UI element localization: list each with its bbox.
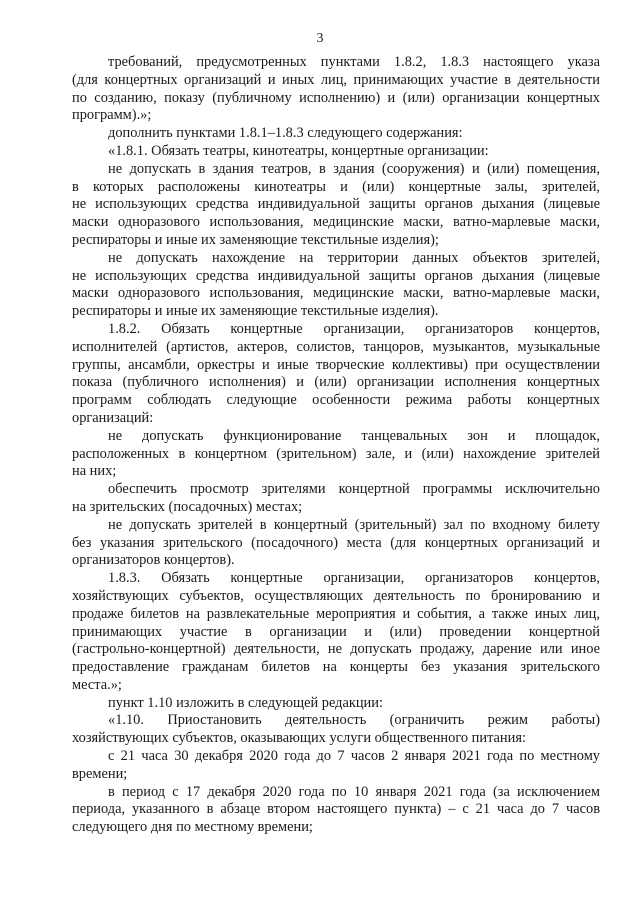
text-line: обеспечить просмотр зрителями концертной программы исключительно xyxy=(108,481,600,498)
text-line: не допускать нахождение на территории данных объектов зрителей, xyxy=(108,249,600,266)
text-line: организаторов концертов). xyxy=(72,552,235,569)
text-line: (гастрольно-концертной) деятельности, не допускать продажу, дарение или иное xyxy=(72,641,600,658)
text-line: с 21 часа 30 декабря 2020 года до 7 часов 2 января 2021 года по местному xyxy=(108,748,600,765)
text-line: не допускать в здания театров, в здания (сооружения) и (или) помещения, xyxy=(108,160,600,177)
text-line: времени; xyxy=(72,765,128,782)
text-line: хозяйствующих субъектов, оказывающих услуги общественного питания: xyxy=(72,730,526,747)
document-body xyxy=(72,54,600,837)
text-line: (для концертных организаций и иных лиц, принимающих участие в деятельности xyxy=(72,71,600,88)
text-line: на зрительских (посадочных) местах; xyxy=(72,498,303,515)
text-line: на них; xyxy=(72,463,117,480)
text-line: программ соблюдать следующие особенности режима работы концертных xyxy=(72,392,600,409)
text-line: программ).»; xyxy=(72,107,152,124)
text-line: «1.8.1. Обязать театры, кинотеатры, концертные организации: xyxy=(108,142,489,159)
text-line: маски одноразового использования, медицинские маски, ватно-марлевые маски, xyxy=(72,214,600,231)
text-line: по созданию, показу (публичному исполнению) и (или) организации концертных xyxy=(72,89,600,106)
text-line: периода, указанного в абзаце втором настоящего пункта) – с 21 часа до 7 часов xyxy=(72,801,600,818)
text-line: 1.8.2. Обязать концертные организации, организаторов концертов, xyxy=(108,320,600,337)
text-line: группы, ансамбли, оркестры и иные творческие коллективы) при осуществлении xyxy=(72,356,600,373)
text-line: не использующих средства индивидуальной защиты органов дыхания (лицевые xyxy=(72,267,600,284)
text-line: организаций: xyxy=(72,409,154,426)
text-line: хозяйствующих субъектов, осуществляющих деятельность по бронированию и xyxy=(72,587,600,604)
text-line: не использующих средства индивидуальной защиты органов дыхания (лицевые xyxy=(72,196,600,213)
text-line: следующего дня по местному времени; xyxy=(72,819,313,836)
text-line: в период с 17 декабря 2020 года по 10 января 2021 года (за исключением xyxy=(108,783,600,800)
page-number: 3 xyxy=(316,31,324,46)
text-line: расположенных в концертном (зрительном) зале, и (или) нахождение зрителей xyxy=(72,445,600,462)
text-line: «1.10. Приостановить деятельность (ограничить режим работы) xyxy=(108,712,600,729)
text-line: респираторы и иные их заменяющие текстильные изделия); xyxy=(72,231,439,248)
text-line: показа (публичного исполнения) и (или) организации исполнения концертных xyxy=(72,374,600,391)
text-line: пункт 1.10 изложить в следующей редакции: xyxy=(108,694,383,711)
text-line: места.»; xyxy=(72,676,122,693)
text-line: продаже билетов на развлекательные мероприятия и события, а также иных лиц, xyxy=(72,605,600,622)
text-line: маски одноразового использования, медицинские маски, ватно-марлевые маски, xyxy=(72,285,600,302)
text-line: не допускать зрителей в концертный (зрительный) зал по входному билету xyxy=(108,516,600,533)
text-line: дополнить пунктами 1.8.1–1.8.3 следующего содержания: xyxy=(108,125,463,142)
text-line: не допускать функционирование танцевальных зон и площадок, xyxy=(108,427,600,444)
text-line: требований, предусмотренных пунктами 1.8.2, 1.8.3 настоящего указа xyxy=(108,54,600,70)
text-line: без указания зрительского (посадочного) места (для концертных организаций и xyxy=(72,534,600,551)
text-line: респираторы и иные их заменяющие текстильные изделия). xyxy=(72,303,439,320)
text-line: в которых расположены кинотеатры и (или) концертные залы, зрителей, xyxy=(72,178,600,195)
text-line: предоставление гражданам билетов на концерты без указания зрительского xyxy=(72,659,600,676)
text-line: принимающих участие в организации и (или) проведении концертной xyxy=(72,623,600,640)
text-line: исполнителей (артистов, актеров, солистов, танцоров, музыкантов, музыкальные xyxy=(72,338,600,355)
text-line: 1.8.3. Обязать концертные организации, организаторов концертов, xyxy=(108,570,600,587)
